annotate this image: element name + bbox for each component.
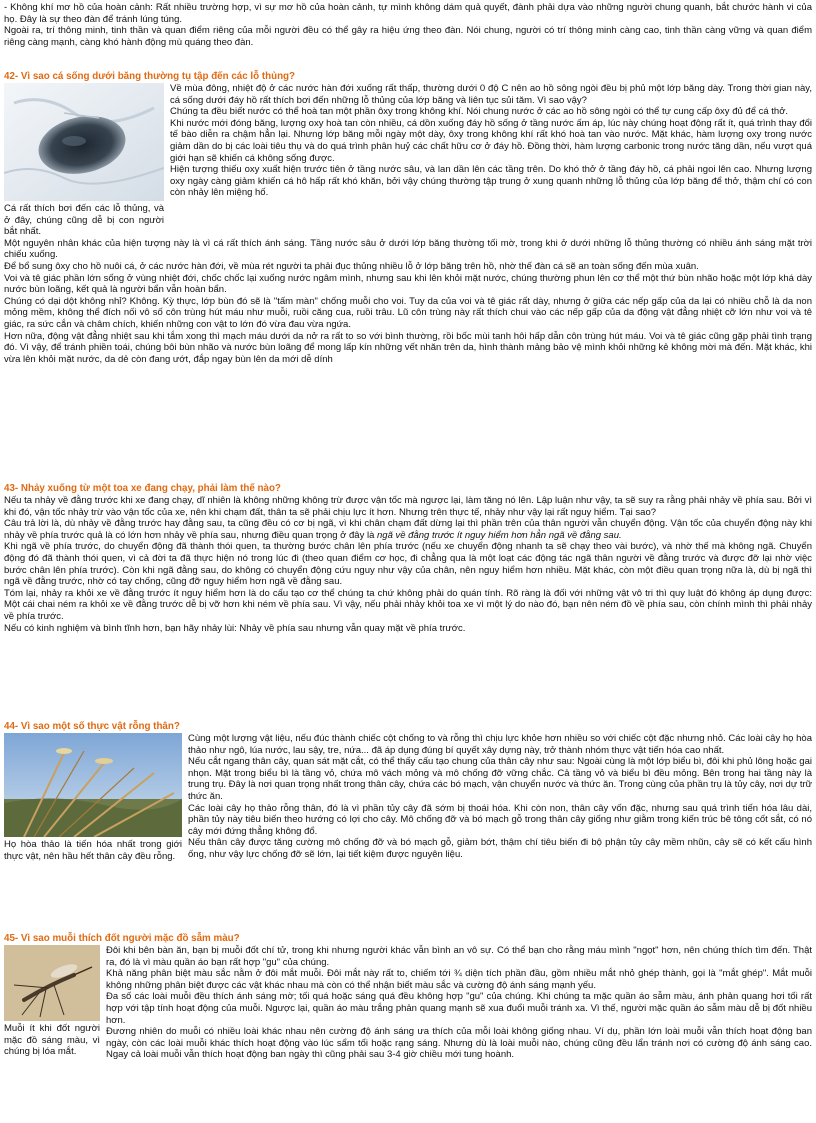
paragraph: Cùng một lượng vật liệu, nếu đúc thành chiếc cột chống to và rỗng thì chịu lực khỏe hơn nhiều so với chiếc cột đặc nhưng nhỏ. Các loài cây họ hòa thảo như ngô, lúa nước, lau sậy, tre, nứa... đã áp dụng đúng bí quyết xây dựng này, trở thành nhóm thực vật tiến hóa cao nhất. xyxy=(188,733,812,756)
figure-grass-plants xyxy=(4,733,182,862)
paragraph: Khi ngã về phía trước, do chuyển động đã thành thói quen, ta thường bước chân lên phía trước (nếu xe chuyển động nhanh ta sẽ chạy theo vài bước), và nhờ thế mà không ngã. Chuyển động đó đã thành thói quen, vì cả đời ta đã thực hiện nó trong lúc đi (theo quan điểm cơ học, đi chẳng qua là một loạt các động tác ngã thân người về đằng trước và được đỡ lại nhờ việc bước chân lên phía trước). Còn khi ngã đằng sau, do không có chuyển động cứu nguy như vậy của chân, nên nguy hiểm hơn nhiều. Mặt khác, còn một điều quan trọng nữa là, dù bị ngã thì ngã về đằng trước, nhờ có tay chống, cũng đỡ nguy hiểm hơn ngã về đằng sau. xyxy=(4,541,812,588)
paragraph: Các loài cây họ thảo rỗng thân, đó là vì phần tủy cây đã sớm bị thoái hóa. Khi còn non, thân cây vốn đặc, nhưng sau quá trình tiến hóa lâu dài, phần tủy này tiêu biến theo hướng có lợi cho cây. Mô chống đỡ và bó mạch gỗ trong thân cây giống như giằm trong kiến trúc bê tông cốt sắt, có nó cây mới đứng thẳng không đổ. xyxy=(188,802,812,837)
section-title: 44- Vì sao một số thực vật rỗng thân? xyxy=(4,721,180,732)
paragraph: Chúng ta đều biết nước có thể hoà tan một phần ôxy trong không khí. Nói chung nước ở các ao hồ sông ngòi có thể tự cung cấp ôxy đủ để cá thở. xyxy=(170,106,789,118)
intro-block xyxy=(4,2,812,48)
paragraph: Đa số các loài muỗi đều thích ánh sáng mờ; tối quá hoặc sáng quá đều không hợp "gu" của chúng. Khi chúng ta mặc quần áo sẫm màu, ánh phản quang hơi tối rất hợp với tập tính hoạt động của muỗi. Ngược lại, quần áo màu trắng phản quang mạnh sẽ xua đuổi muỗi tránh xa. Vì thế, người mặc quần áo sẫm màu dễ bị đốt nhiều hơn. xyxy=(106,991,812,1026)
section-42 xyxy=(4,71,812,365)
intro-paragraph: - Không khí mơ hồ của hoàn cảnh: Rất nhiều trường hợp, vì sự mơ hồ của hoàn cảnh, tự mình không dám quả quyết, đành phải dựa vào những người chung quanh, bắt chước hành vi của họ. Đây là sự theo đàn để tránh lúng túng. xyxy=(4,2,812,25)
reed-photo xyxy=(4,733,182,837)
section-45 xyxy=(4,933,812,1061)
figure-caption: Cá rất thích bơi đến các lỗ thủng, và ở đây, chúng cũng dễ bị con người bắt nhất. xyxy=(4,203,164,238)
paragraph: Hiện tượng thiếu oxy xuất hiện trước tiên ở tầng nước sâu, và lan dần lên các tầng trên. Do khó thở ở tầng đáy hồ, cá phải ngoi lên cao. Nhưng lượng oxy ngày càng giảm khiến cá hô hấp rất khó khăn, bởi vậy chúng thường tập trung ở xung quanh những lỗ thủng của lớp băng để thở, thậm chí có con còn nhảy lên miệng hố. xyxy=(170,164,812,199)
paragraph: Đôi khi bên bàn ăn, bạn bị muỗi đốt chí tử, trong khi nhưng người khác vẫn bình an vô sự. Có thể bạn cho rằng máu mình "ngọt" hơn, nên chúng thích tìm đến. Thật ra, đó là vì màu quần áo bạn rất hợp "gu" của chúng. xyxy=(106,945,812,968)
paragraph: Để bổ sung ôxy cho hồ nuôi cá, ở các nước hàn đới, về mùa rét người ta phải đục thủng nhiều lỗ ở lớp băng trên hồ, nhờ thế đàn cá sẽ an toàn sống đến mùa xuân. xyxy=(4,260,699,272)
section-title: 43- Nhảy xuống từ một toa xe đang chạy, phải làm thế nào? xyxy=(4,483,281,494)
figure-ice-fishing xyxy=(4,83,164,238)
paragraph: Nếu thân cây được tăng cường mô chống đỡ và bó mạch gỗ, giảm bớt, thậm chí tiêu biến đi bộ phận tủy cây mềm nhũn, cây sẽ có kết cấu hình ống, như vậy lực chống đỡ sẽ lớn, lại tiết kiệm được nguyên liệu. xyxy=(188,837,812,860)
paragraph: Voi và tê giác phần lớn sống ở vùng nhiệt đới, chốc chốc lại xuống nước ngâm mình, nhưng sau khi lên khỏi mặt nước, chúng thường phun lên cơ thể một thứ bùn nhão hoặc một lớp khá dày nước bùn loãng, kết quả là người bẩn vẫn hoàn bẩn. xyxy=(4,272,812,296)
paragraph: Tóm lại, nhảy ra khỏi xe về đằng trước ít nguy hiểm hơn là do cấu tạo cơ thể chúng ta chứ không phải do quán tính. Rõ ràng là đối với những vật vô tri thì quy luật đó không áp dụng được: Một cái chai ném ra khỏi xe về đằng trước dễ bị vỡ hơn khi ném về phía sau. Vì vậy, nếu phải nhảy khỏi toa xe vì một lý do nào đó, bạn nên ném đồ về phía sau, còn chính mình thì phải nhảy về phía trước. xyxy=(4,587,812,622)
section-44 xyxy=(4,721,812,862)
paragraph: Về mùa đông, nhiệt độ ở các nước hàn đới xuống rất thấp, thường dưới 0 độ C nên ao hồ sông ngòi đều bị phủ một lớp băng dày. Trong thời gian này, cá sống dưới đáy hồ rất thích bơi đến những lỗ thủng của lớp băng và liên tục sủi tăm. Vì sao vậy? xyxy=(170,83,812,106)
ice-hole-photo xyxy=(4,83,164,201)
paragraph: Nếu cắt ngang thân cây, quan sát mặt cắt, có thể thấy cấu tạo chung của thân cây như sau: Ngoài cùng là một lớp biểu bì, đôi khi phủ lông hoặc gai nhọn. Mặt trong biểu bì là tầng vỏ, chứa mô vách mỏng và mô chống đỡ vững chắc. Cả tầng vỏ và biểu bì đều mỏng. Bên trong hai tầng này là trung trụ. Đây là nơi quan trọng nhất trong thân cây, chứa các bó mạch, vận chuyển nước và thức ăn. Trong cùng của phần trụ là tủy cây, nơi dự trữ thức ăn. xyxy=(188,756,812,802)
intro-paragraph: Ngoài ra, trí thông minh, tinh thần và quan điểm riêng của mỗi người đều có thể gây ra hiệu ứng theo đàn. Nói chung, người có trí thông minh càng cao, tinh thần càng vững và quan điểm riêng càng mạnh, càng khó hành động mù quáng theo đàn. xyxy=(4,25,812,48)
paragraph: Đương nhiên do muỗi có nhiều loài khác nhau nên cường độ ánh sáng ưa thích của mỗi loài không giống nhau. Ví dụ, phần lớn loài muỗi vẫn thích hoạt động ban ngày, còn các loài muỗi khác thích hoạt động vào lúc sẩm tối hoặc rạng sáng. Nhưng dù là loài muỗi nào, chúng cũng đều lẩn tránh nơi có cường độ ánh sáng cao. Ngay cả loài muỗi vẫn thích hoạt động ban ngày thì cũng phải sau 3-4 giờ chiều mới tung hoành. xyxy=(106,1026,812,1061)
paragraph-text: Câu trả lời là, dù nhảy về đằng trước hay đằng sau, ta cũng đều có cơ bị ngã, vì khi chân chạm đất dừng lại thì phần trên của thân người vẫn chuyển động. Vận tốc của chuyển động này khi nhảy về phía trước quả là có lớn hơn nhảy về phía sau, nhưng điều quan trọng ở đây là xyxy=(4,518,812,541)
mosquito-photo xyxy=(4,945,100,1021)
figure-caption: Muỗi ít khi đốt người mặc đồ sáng màu, vì chúng bị lóa mắt. xyxy=(4,1023,100,1058)
emphasis-text: ngã về đằng trước ít nguy hiểm hơn hẳn ngã về đằng sau. xyxy=(377,529,622,541)
paragraph: Nếu có kinh nghiệm và bình tĩnh hơn, bạn hãy nhảy lùi: Nhảy về phía sau nhưng vẫn quay mặt về phía trước. xyxy=(4,622,466,634)
paragraph: Chúng có dại dột không nhỉ? Không. Kỳ thực, lớp bùn đó sẽ là "tấm màn" chống muỗi cho voi. Tuy da của voi và tê giác rất dày, nhưng ở giữa các nếp gấp của da lại có nhiều chỗ là da non mỏng mềm, không thể đích nối vô số côn trùng hút máu như muỗi, ruồi căng cua, ruồi trâu. Lũ côn trùng này rất thích chui vào các nếp gấp của da động vật đẳng nhiệt cỡ lớn như voi và tê giác, ra sức cắn và châm chích, khiến những con vật to lớn đó vừa đau vừa ngứa. xyxy=(4,295,812,330)
figure-caption: Họ hòa thảo là tiến hóa nhất trong giới thực vật, nên hầu hết thân cây đều rỗng. xyxy=(4,839,182,862)
figure-mosquito xyxy=(4,945,100,1058)
section-title: 45- Vì sao muỗi thích đốt người mặc đồ sẫm màu? xyxy=(4,933,240,944)
paragraph: Một nguyên nhân khác của hiện tượng này là vì cá rất thích ánh sáng. Tầng nước sâu ở dưới lớp băng thường tối mờ, trong khi ở dưới những lỗ thủng thường có nhiều ánh sáng mặt trời chiếu xuống. xyxy=(4,237,812,261)
section-43 xyxy=(4,483,812,634)
paragraph: Nếu ta nhảy về đằng trước khi xe đang chạy, dĩ nhiên là không những không trừ được vận tốc mà ngược lại, làm tăng nó lên. Lập luận như vậy, ta sẽ suy ra rằng phải nhảy về phía sau. Bởi vì khi đó, vận tốc nhảy trừ vào vận tốc của xe, nên khi chạm đất, thân ta sẽ phải chịu lực ít hơn. Nhưng trên thực tế, nhảy như vậy lại rất nguy hiểm. Tại sao? xyxy=(4,495,812,518)
paragraph: Khi nước mới đóng băng, lượng oxy hoà tan còn nhiều, cá dồn xuống đáy hồ sống ở tầng nước ấm áp, lúc này chúng hoạt động rất ít, quá trình thay đổi tế bào diễn ra chậm hẳn lại. Nhưng lớp băng mỗi ngày một dày, ôxy trong không khí rất khó hoà tan vào nước. Mặt khác, hàm lượng oxy trong nước giảm dần do bị các loài tiêu thụ và do quá trình phân huỷ các chất hữu cơ ở đáy hồ. Đồng thời, hàm lượng carbonic trong nước tăng dần, nếu vượt quá giới hạn sẽ khiến cá không sống được. xyxy=(170,117,812,164)
paragraph: Hơn nữa, động vật đẳng nhiệt sau khi tắm xong thì mạch máu dưới da nở ra rất to so với bình thường, rồi bốc mùi tanh hôi hấp dẫn côn trùng hút máu. Voi và tê giác cũng gặp phải tình trạng đó. Vì vậy, để tránh phiền toái, chúng bôi bùn nhão và nước bùn loãng để mong lấp kín những vết nhăn trên da, hình thành mảng bảo vệ mình khỏi những kẻ không mời mà đến. Mặt khác, khi vừa lên khỏi mặt nước, da dẻ còn đang ướt, đắp ngay bùn lên da mới dễ dính xyxy=(4,330,812,365)
section-title: 42- Vì sao cá sống dưới băng thường tụ tập đến các lỗ thủng? xyxy=(4,71,296,82)
paragraph: Khả năng phân biệt màu sắc nằm ở đôi mắt muỗi. Đôi mắt này rất to, chiếm tới ¾ diện tích phần đầu, gồm nhiều mắt nhỏ ghép thành, gọi là "mắt ghép". Mắt muỗi không những phân biệt được các vật khác nhau mà còn có thể nhận biết màu sắc và cường độ ánh sáng mạnh yếu. xyxy=(106,968,812,991)
paragraph xyxy=(4,518,812,541)
